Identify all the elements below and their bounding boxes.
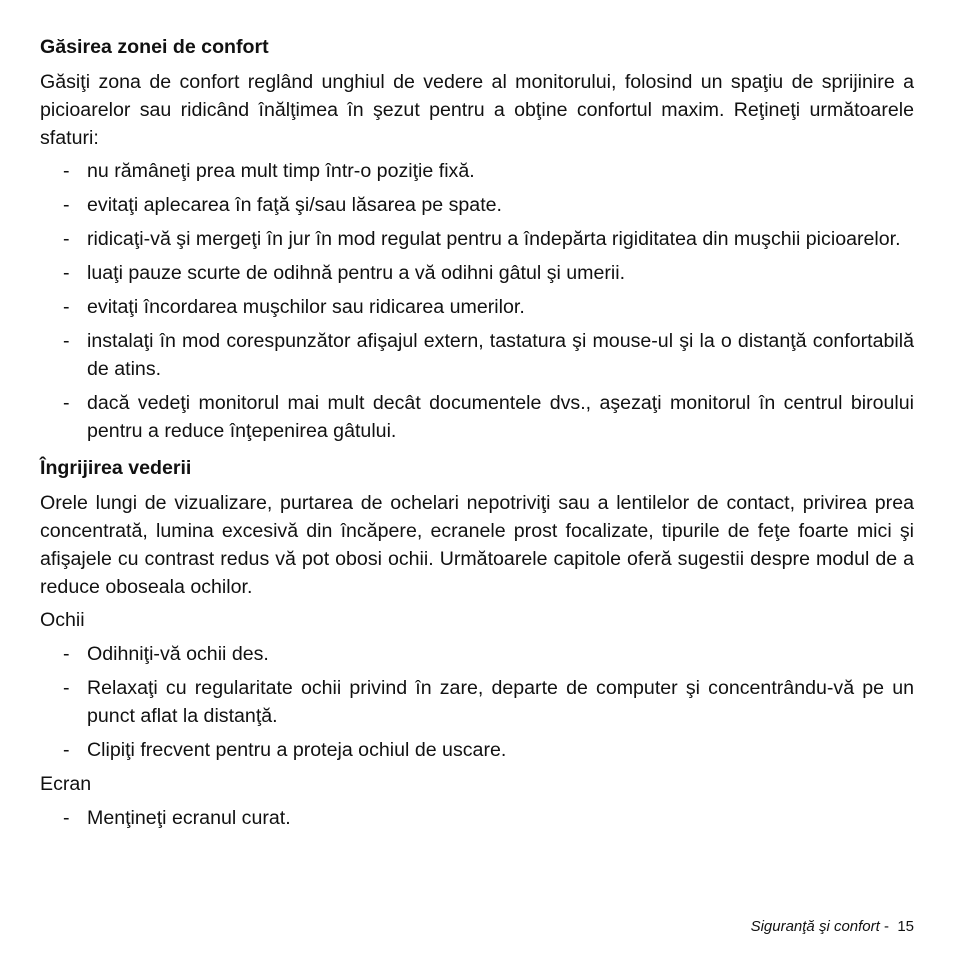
section-heading-eye-care: Îngrijirea vederii	[40, 457, 192, 479]
list-item-text: ridicaţi-vă şi mergeţi în jur în mod regulat pentru a îndepărta rigiditatea din muşchii picioarelor.	[87, 228, 901, 250]
dash-bullet: -	[63, 392, 70, 414]
list-item	[40, 674, 914, 730]
eyes-subheading: Ochii	[40, 609, 85, 631]
list-item	[40, 736, 914, 764]
section-heading-comfort-zone: Găsirea zonei de confort	[40, 36, 269, 58]
list-item	[40, 640, 914, 668]
list-item	[40, 804, 914, 832]
dash-bullet: -	[63, 262, 70, 284]
eyes-tips-list	[40, 640, 914, 764]
footer-section-title: Siguranţă şi confort	[750, 918, 880, 935]
list-item	[40, 293, 914, 321]
list-item-text: Clipiţi frecvent pentru a proteja ochiul de uscare.	[87, 739, 507, 761]
comfort-tips-list	[40, 157, 914, 445]
list-item	[40, 389, 914, 445]
list-item	[40, 157, 914, 185]
list-item	[40, 259, 914, 287]
dash-bullet: -	[63, 194, 70, 216]
list-item-text: nu rămâneţi prea mult timp într-o poziţie fixă.	[87, 160, 475, 182]
screen-tips-list	[40, 804, 914, 832]
screen-subheading: Ecran	[40, 773, 92, 795]
page-content	[40, 34, 914, 838]
footer-separator: -	[879, 918, 898, 935]
list-item-text: dacă vedeţi monitorul mai mult decât documentele dvs., aşezaţi monitorul în centrul biroului pentru a reduce înţepenirea gâtului.	[87, 392, 914, 442]
comfort-intro-paragraph: Găsiţi zona de confort reglând unghiul de vedere al monitorului, folosind un spaţiu de sprijinire a picioarelor sau ridicând înălţimea în şezut pentru a obţine confortul maxim. Reţineţi următoarele sfaturi:	[40, 71, 914, 149]
page-number: 15	[897, 918, 914, 935]
dash-bullet: -	[63, 807, 70, 829]
list-item-text: Relaxaţi cu regularitate ochii privind în zare, departe de computer şi concentrându-vă pe un punct aflat la distanţă.	[87, 677, 914, 727]
list-item-text: evitaţi încordarea muşchilor sau ridicarea umerilor.	[87, 296, 525, 318]
list-item-text: instalaţi în mod corespunzător afişajul extern, tastatura şi mouse-ul şi la o distanţă confortabilă de atins.	[87, 330, 914, 380]
dash-bullet: -	[63, 160, 70, 182]
eye-care-intro-paragraph: Orele lungi de vizualizare, purtarea de ochelari nepotriviţi sau a lentilelor de contact, privirea prea concentrată, lumina excesivă din încăpere, ecranele prost focalizate, tipurile de feţe foarte mici şi afişajele cu contrast redus vă pot obosi ochii. Următoarele capitole oferă sugestii despre modul de a reduce oboseala ochilor.	[40, 492, 914, 598]
dash-bullet: -	[63, 228, 70, 250]
dash-bullet: -	[63, 739, 70, 761]
list-item-text: Menţineţi ecranul curat.	[87, 807, 291, 829]
dash-bullet: -	[63, 643, 70, 665]
list-item	[40, 327, 914, 383]
list-item-text: evitaţi aplecarea în faţă şi/sau lăsarea pe spate.	[87, 194, 502, 216]
dash-bullet: -	[63, 296, 70, 318]
list-item	[40, 225, 914, 253]
list-item	[40, 191, 914, 219]
list-item-text: Odihniţi-vă ochii des.	[87, 643, 269, 665]
page-footer	[751, 917, 914, 937]
list-item-text: luaţi pauze scurte de odihnă pentru a vă odihni gâtul şi umerii.	[87, 262, 626, 284]
dash-bullet: -	[63, 330, 70, 352]
dash-bullet: -	[63, 677, 70, 699]
